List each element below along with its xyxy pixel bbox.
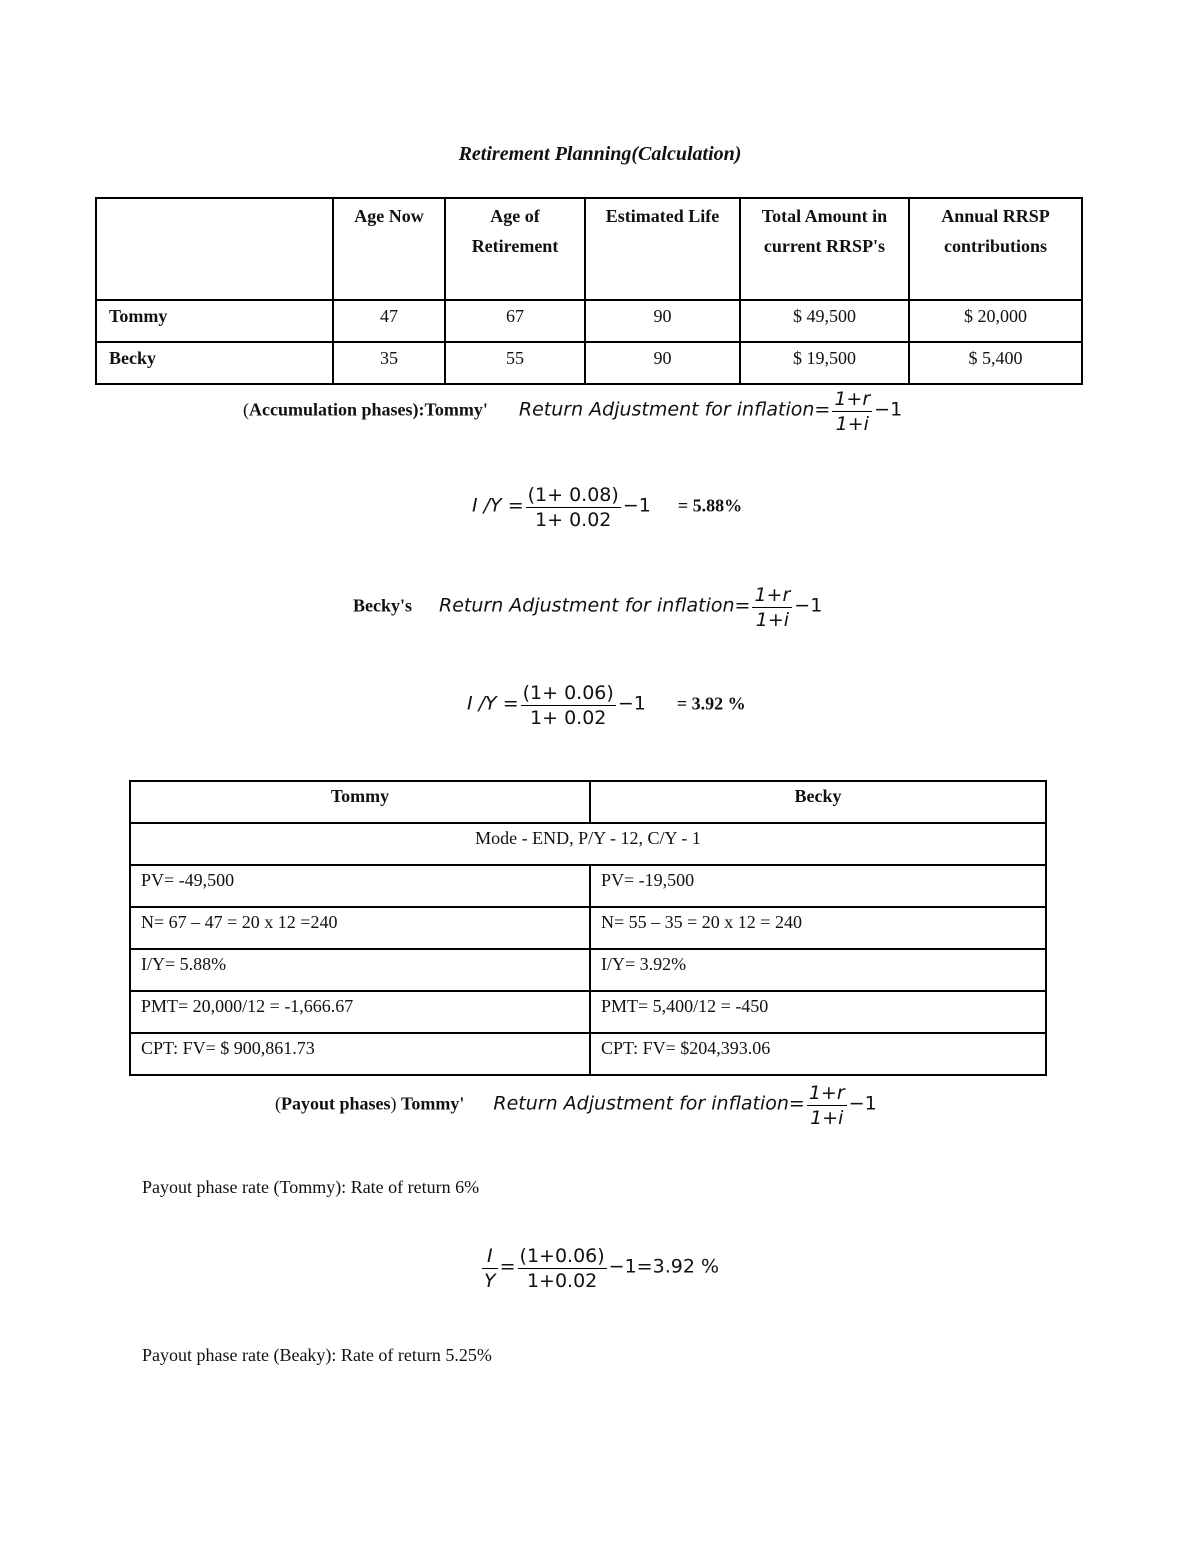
- formula-fraction: $\frac{1+r}{1+i}$: [808, 1082, 845, 1129]
- table-header-cell: Age Now: [333, 198, 445, 300]
- calc-fraction: $\frac{(1+ 0.06)}{1+ 0.02}$: [522, 682, 614, 729]
- table-cell: $ 20,000: [909, 300, 1082, 342]
- table-header-row: [96, 198, 1082, 300]
- table-header-cell: Total Amount in current RRSP's: [740, 198, 909, 300]
- table-row: [130, 949, 1046, 991]
- table-cell: PV= -19,500: [590, 865, 1046, 907]
- inflation-formula: Return Adjustment for inflation=: [518, 398, 831, 421]
- table-cell: CPT: FV= $ 900,861.73: [130, 1033, 590, 1075]
- table-row: [130, 1033, 1046, 1075]
- table-cell: CPT: FV= $204,393.06: [590, 1033, 1046, 1075]
- table-header-cell: Tommy: [130, 781, 590, 823]
- becky-iy-calculation: I /Y = $\frac{(1+ 0.06)}{1+ 0.02}$ −1 = 3.92 %: [467, 682, 746, 729]
- calc-fraction: $\frac{(1+0.06)}{1+0.02}$: [519, 1245, 605, 1292]
- tommy-iy-calculation: I /Y = $\frac{(1+ 0.08)}{1+ 0.02}$ −1 = 5.88%: [472, 484, 743, 531]
- table-header-cell: Annual RRSP contributions: [909, 198, 1082, 300]
- table-header-cell: Becky: [590, 781, 1046, 823]
- table-cell: N= 55 – 35 = 20 x 12 = 240: [590, 907, 1046, 949]
- table-cell: I/Y= 5.88%: [130, 949, 590, 991]
- table-cell: 55: [445, 342, 585, 384]
- table-cell: 47: [333, 300, 445, 342]
- calc-fraction: $\frac{(1+ 0.08)}{1+ 0.02}$: [527, 484, 619, 531]
- table-header-row: [130, 781, 1046, 823]
- table-cell: 90: [585, 342, 740, 384]
- retirement-summary-table: [95, 197, 1083, 385]
- table-cell: PMT= 5,400/12 = -450: [590, 991, 1046, 1033]
- table-row: [96, 342, 1082, 384]
- payout-heading: (Payout phases) Tommy' Return Adjustment for inflation= $\frac{1+r}{1+i}$ −1: [275, 1082, 877, 1129]
- fv-calculation-table: [129, 780, 1047, 1076]
- becky-formula-line: Becky's Return Adjustment for inflation= $\frac{1+r}{1+i}$ −1: [353, 584, 823, 631]
- table-cell: PMT= 20,000/12 = -1,666.67: [130, 991, 590, 1033]
- mode-cell: Mode - END, P/Y - 12, C/Y - 1: [130, 823, 1046, 865]
- table-cell: PV= -49,500: [130, 865, 590, 907]
- table-row: [96, 300, 1082, 342]
- becky-result: = 3.92 %: [676, 693, 746, 714]
- accumulation-heading: (Accumulation phases):Tommy' Return Adjustment for inflation= $\frac{1+r}{1+i}$ −1: [243, 388, 903, 435]
- iy-fraction: $\frac{I}{Y}$: [484, 1245, 496, 1292]
- beaky-payout-rate: Payout phase rate (Beaky): Rate of return 5.25%: [142, 1345, 492, 1365]
- payout-iy-calculation: $\frac{I}{Y}$ = $\frac{(1+0.06)}{1+0.02}$ −1=3.92 %: [484, 1245, 719, 1292]
- table-header-cell: Age of Retirement: [445, 198, 585, 300]
- table-row: [130, 865, 1046, 907]
- table-row: [130, 991, 1046, 1033]
- tommy-result: = 5.88%: [677, 495, 743, 516]
- table-header-cell: Estimated Life: [585, 198, 740, 300]
- table-cell: Becky: [96, 342, 333, 384]
- table-cell: 90: [585, 300, 740, 342]
- table-cell: 35: [333, 342, 445, 384]
- page-title: Retirement Planning(Calculation): [458, 143, 742, 165]
- formula-fraction: $\frac{1+r}{1+i}$: [834, 388, 871, 435]
- table-cell: I/Y= 3.92%: [590, 949, 1046, 991]
- tommy-payout-rate: Payout phase rate (Tommy): Rate of return 6%: [142, 1177, 480, 1197]
- table-cell: Tommy: [96, 300, 333, 342]
- table-cell: $ 19,500: [740, 342, 909, 384]
- table-cell: 67: [445, 300, 585, 342]
- table-cell: $ 49,500: [740, 300, 909, 342]
- table-row: [130, 907, 1046, 949]
- table-row: [130, 823, 1046, 865]
- table-cell: $ 5,400: [909, 342, 1082, 384]
- formula-fraction: $\frac{1+r}{1+i}$: [754, 584, 791, 631]
- table-cell: N= 67 – 47 = 20 x 12 =240: [130, 907, 590, 949]
- table-header-cell: [96, 198, 333, 300]
